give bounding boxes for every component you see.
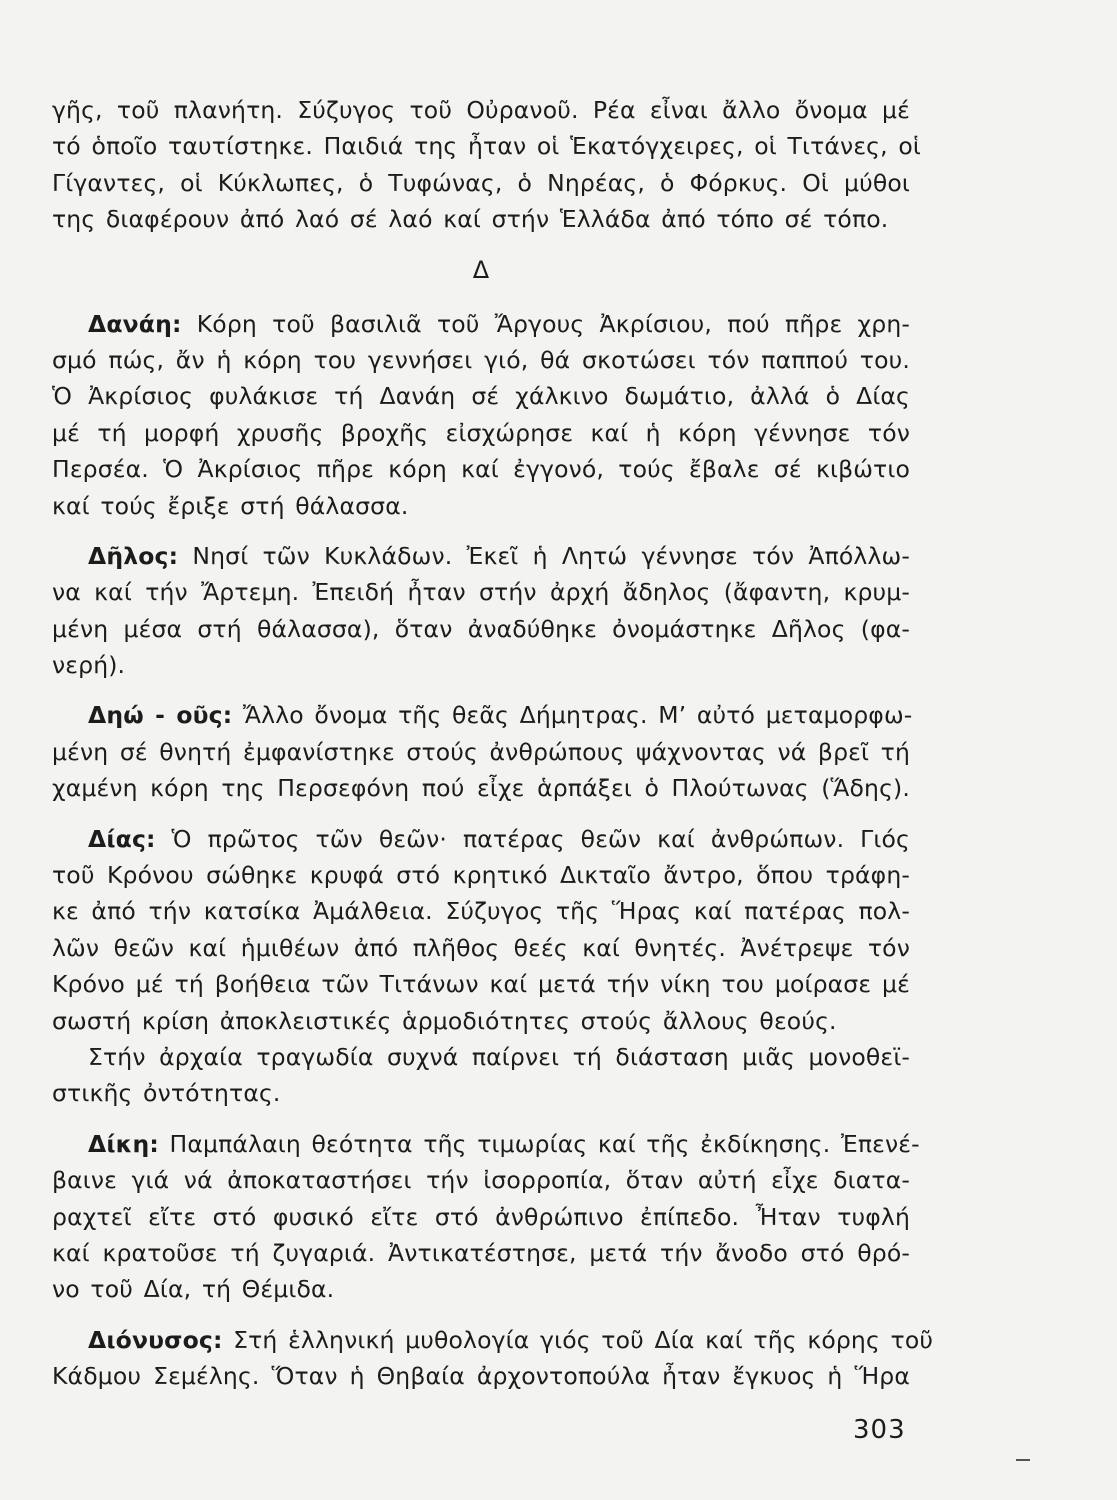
intro-paragraph [52,92,921,238]
text-line: σωστή κρίση ἀποκλειστικές ἁρμοδιότητες στούς ἄλλους θεούς. [52,1006,837,1035]
entry-first-line [52,538,910,574]
text-line: τοῦ Κρόνου σώθηκε κρυφά στό κρητικό Δικταῖο ἄντρο, ὅπου τράφη- [52,861,910,890]
entry-first-line [52,1322,934,1358]
entry-text: Νησί τῶν Κυκλάδων. Ἐκεῖ ἡ Λητώ γέννησε τόν Ἀπόλλω- [178,541,910,570]
text-line: Στήν ἀρχαία τραγωδία συχνά παίρνει τή διάσταση μιᾶς μονοθεϊ- [88,1042,910,1071]
entry-dionysos [52,1322,934,1395]
entry-term: Δῆλος: [88,541,179,570]
section-letter: Δ [472,255,490,284]
text-line: χαμένη κόρη της Περσεφόνη πού εἶχε ἁρπάξει ὁ Πλούτωνας (Ἅδης). [52,774,910,803]
entry-text: Κόρη τοῦ βασιλιᾶ τοῦ Ἄργους Ἀκρίσιου, πού πῆρε χρη- [181,309,910,338]
entry-first-line [52,1126,920,1162]
text-line: μέ τή μορφή χρυσῆς βροχῆς εἰσχώρησε καί ἡ κόρη γέννησε τόν [52,418,910,447]
text-line: βαινε γιά νά ἀποκαταστήσει τήν ἰσορροπία, ὅταν αὐτή εἶχε διατα- [52,1166,910,1195]
text-line: γῆς, τοῦ πλανήτη. Σύζυγος τοῦ Οὐρανοῦ. Ρέα εἶναι ἄλλο ὄνομα μέ [52,96,910,124]
text-line: τό ὁποῖο ταυτίστηκε. Παιδιά της ἦταν οἱ Ἑκατόγχειρες, οἱ Τιτάνες, οἱ [52,132,921,161]
entry-delos [52,538,910,684]
text-line: Κρόνο μέ τή βοήθεια τῶν Τιτάνων καί μετά τήν νίκη του μοίρασε μέ [52,970,910,999]
text-line: κε ἀπό τήν κατσίκα Ἀμάλθεια. Σύζυγος τῆς Ἥρας καί πατέρας πολ- [52,897,910,926]
text-line: ραχτεῖ εἴτε στό φυσικό εἴτε στό ἀνθρώπινο ἐπίπεδο. Ἦταν τυφλή [52,1202,910,1231]
text-line: νερή). [52,651,126,680]
entry-term: Δανάη: [88,309,182,338]
entry-danae [52,306,910,524]
entry-dike [52,1126,920,1308]
entry-first-line [52,697,913,733]
entry-deo [52,697,913,806]
text-line: λῶν θεῶν καί ἡμιθέων ἀπό πλῆθος θεές καί θνητές. Ἀνέτρεψε τόν [52,933,910,962]
page-number: 303 [853,1415,906,1445]
text-line: νο τοῦ Δία, τή Θέμιδα. [52,1275,335,1304]
text-line: Κάδμου Σεμέλης. Ὅταν ἡ Θηβαία ἀρχοντοπούλα ἦταν ἔγκυος ἡ Ἥρα [52,1362,910,1391]
entry-text: Στή ἑλληνική μυθολογία γιός τοῦ Δία καί τῆς κόρης τοῦ [222,1325,934,1354]
entry-text: Ἄλλο ὄνομα τῆς θεᾶς Δήμητρας. Μ’ αὐτό μεταμορφω- [232,701,913,730]
text-line: Γίγαντες, οἱ Κύκλωπες, ὁ Τυφώνας, ὁ Νηρέας, ὁ Φόρκυς. Οἱ μύθοι [52,168,910,197]
entry-dias [52,821,910,1112]
entry-term: Διόνυσος: [88,1325,223,1354]
text-line: να καί τήν Ἄρτεμη. Ἐπειδή ἦταν στήν ἀρχή ἄδηλος (ἄφαντη, κρυμ- [52,578,910,607]
entry-term: Δηώ - οῦς: [88,701,233,730]
page-body [52,92,934,1395]
entry-text: Παμπάλαιη θεότητα τῆς τιμωρίας καί τῆς ἐκδίκησης. Ἐπενέ- [158,1129,920,1158]
entry-text: Ὁ πρῶτος τῶν θεῶν· πατέρας θεῶν καί ἀνθρώπων. Γιός [155,824,910,853]
entry-first-line [52,306,910,342]
text-line: στικῆς ὀντότητας. [52,1079,281,1108]
entry-term: Δίκη: [88,1129,159,1158]
text-line: μένη μέσα στή θάλασσα), ὅταν ἀναδύθηκε ὀνομάστηκε Δῆλος (φα- [52,614,910,643]
text-line: Περσέα. Ὁ Ἀκρίσιος πῆρε κόρη καί ἐγγονό, τούς ἔβαλε σέ κιβώτιο [52,455,910,484]
text-line: καί κρατοῦσε τή ζυγαριά. Ἀντικατέστησε, μετά τήν ἄνοδο στό θρό- [52,1238,910,1267]
text-line: μένη σέ θνητή ἐμφανίστηκε στούς ἀνθρώπους ψάχνοντας νά βρεῖ τή [52,737,910,766]
margin-mark [1016,1459,1030,1461]
entry-first-line [52,821,910,857]
text-line: Ὁ Ἀκρίσιος φυλάκισε τή Δανάη σέ χάλκινο δωμάτιο, ἀλλά ὁ Δίας [52,382,910,411]
entry-term: Δίας: [88,824,156,853]
text-line: της διαφέρουν ἀπό λαό σέ λαό καί στήν Ἑλλάδα ἀπό τόπο σέ τόπο. [52,205,889,234]
text-line: καί τούς ἔριξε στή θάλασσα. [52,491,409,520]
text-line: σμό πώς, ἄν ἡ κόρη του γεννήσει γιό, θά σκοτώσει τόν παππού του. [52,345,910,374]
